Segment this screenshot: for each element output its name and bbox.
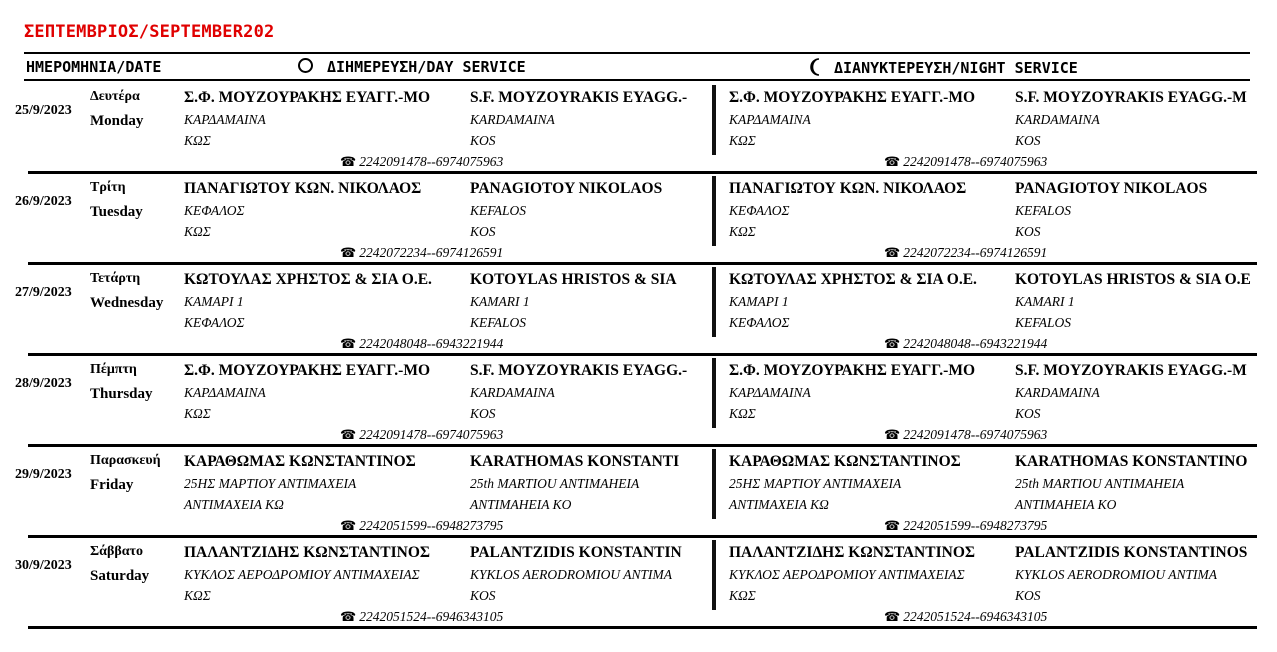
- phone-icon: ☎: [340, 518, 357, 533]
- night-address-en-2: KOS: [1015, 406, 1041, 421]
- night-phone: [884, 518, 1047, 534]
- night-phone-number: 2242091478--6974075963: [903, 154, 1048, 169]
- day-address-gr-1: ΚΑΜΑΡΙ 1: [184, 294, 244, 309]
- row-weekday-en: Wednesday: [90, 295, 164, 311]
- row-weekday-gr: Παρασκευή: [90, 453, 161, 468]
- column-divider: [712, 267, 716, 337]
- column-divider: [712, 358, 716, 428]
- day-pharmacy-name-gr: ΚΩΤΟΥΛΑΣ ΧΡΗΣΤΟΣ & ΣΙΑ Ο.Ε.: [184, 271, 432, 288]
- night-phone: [884, 154, 1047, 170]
- row-weekday-gr: Τετάρτη: [90, 271, 141, 286]
- phone-icon: ☎: [340, 245, 357, 260]
- row-separator: [28, 626, 1257, 629]
- night-address-en-1: 25th MARTIOU ANTIMAHEIA: [1015, 476, 1185, 491]
- night-phone-number: 2242091478--6974075963: [903, 427, 1048, 442]
- row-date: 27/9/2023: [15, 285, 72, 300]
- row-weekday-en: Monday: [90, 113, 144, 129]
- day-phone-number: 2242091478--6974075963: [359, 154, 504, 169]
- night-address-en-2: KOS: [1015, 224, 1041, 239]
- day-address-gr-2: ΑΝΤΙΜΑΧΕΙΑ ΚΩ: [184, 497, 284, 512]
- phone-icon: ☎: [340, 427, 357, 442]
- schedule-row: [0, 447, 1277, 538]
- night-pharmacy-name-en: KARATHOMAS KONSTANTINO: [1015, 453, 1248, 470]
- day-address-en-1: 25th MARTIOU ANTIMAHEIA: [470, 476, 640, 491]
- day-phone: [340, 245, 503, 261]
- row-weekday-gr: Δευτέρα: [90, 89, 140, 104]
- night-address-gr-2: ΚΩΣ: [729, 406, 756, 421]
- night-address-gr-2: ΚΩΣ: [729, 588, 756, 603]
- row-weekday-en: Thursday: [90, 386, 153, 402]
- row-date: 29/9/2023: [15, 467, 72, 482]
- night-phone: [884, 609, 1047, 625]
- day-address-en-2: ANTIMAHEIA KO: [470, 497, 572, 512]
- phone-icon: ☎: [884, 245, 901, 260]
- night-pharmacy-name-gr: ΠΑΛΑΝΤΖΙΔΗΣ ΚΩΝΣΤΑΝΤΙΝΟΣ: [729, 544, 976, 561]
- header-date: ΗΜΕΡΟΜΗΝΙΑ/DATE: [26, 58, 162, 76]
- row-weekday-en: Saturday: [90, 568, 150, 584]
- day-pharmacy-name-gr: ΚΑΡΑΘΩΜΑΣ ΚΩΝΣΤΑΝΤΙΝΟΣ: [184, 453, 416, 470]
- day-pharmacy-name-gr: ΠΑΝΑΓΙΩΤΟΥ ΚΩΝ. ΝΙΚΟΛΑΟΣ: [184, 180, 422, 197]
- day-address-en-1: KEFALOS: [470, 203, 527, 218]
- night-phone: [884, 427, 1047, 443]
- day-address-gr-1: 25ΗΣ ΜΑΡΤΙΟΥ ΑΝΤΙΜΑΧΕΙΑ: [184, 476, 357, 491]
- phone-icon: ☎: [884, 609, 901, 624]
- day-address-en-1: KAMARI 1: [470, 294, 530, 309]
- day-address-en-1: KARDAMAINA: [470, 385, 555, 400]
- column-divider: [712, 85, 716, 155]
- day-phone-number: 2242091478--6974075963: [359, 427, 504, 442]
- night-address-en-1: KAMARI 1: [1015, 294, 1075, 309]
- day-address-en-1: KYKLOS AERODROMIOU ANTIMA: [470, 567, 673, 582]
- phone-icon: ☎: [884, 427, 901, 442]
- night-address-gr-1: ΚΕΦΑΛΟΣ: [729, 203, 790, 218]
- row-weekday-en: Friday: [90, 477, 134, 493]
- night-address-gr-1: ΚΑΡΔΑΜΑΙΝΑ: [729, 385, 811, 400]
- night-pharmacy-name-en: S.F. MOYZOYRAKIS EYAGG.-M: [1015, 89, 1247, 106]
- schedule-row: [0, 538, 1277, 629]
- day-address-en-2: KEFALOS: [470, 315, 527, 330]
- night-pharmacy-name-gr: Σ.Φ. ΜΟΥΖΟΥΡΑΚΗΣ ΕΥΑΓΓ.-ΜΟ: [729, 362, 976, 379]
- night-address-gr-1: 25ΗΣ ΜΑΡΤΙΟΥ ΑΝΤΙΜΑΧΕΙΑ: [729, 476, 902, 491]
- day-pharmacy-name-en: S.F. MOYZOYRAKIS EYAGG.-: [470, 89, 688, 106]
- night-address-en-1: KYKLOS AERODROMIOU ANTIMA: [1015, 567, 1218, 582]
- night-phone: [884, 336, 1047, 352]
- moon-icon: [808, 58, 824, 76]
- day-phone-number: 2242051599--6948273795: [359, 518, 504, 533]
- row-date: 26/9/2023: [15, 194, 72, 209]
- day-phone: [340, 154, 503, 170]
- phone-icon: ☎: [340, 609, 357, 624]
- row-weekday-gr: Πέμπτη: [90, 362, 137, 377]
- day-phone-number: 2242048048--6943221944: [359, 336, 504, 351]
- night-address-en-1: KARDAMAINA: [1015, 112, 1100, 127]
- night-address-en-2: KEFALOS: [1015, 315, 1072, 330]
- row-weekday-gr: Σάββατο: [90, 544, 143, 559]
- schedule-row: [0, 83, 1277, 174]
- night-address-gr-2: ΑΝΤΙΜΑΧΕΙΑ ΚΩ: [729, 497, 829, 512]
- day-address-gr-2: ΚΩΣ: [184, 406, 211, 421]
- header-day-service-label: ΔΙΗΜΕΡΕΥΣΗ/DAY SERVICE: [327, 58, 526, 76]
- day-phone: [340, 609, 503, 625]
- day-pharmacy-name-en: S.F. MOYZOYRAKIS EYAGG.-: [470, 362, 688, 379]
- night-phone-number: 2242048048--6943221944: [903, 336, 1048, 351]
- night-address-en-2: KOS: [1015, 588, 1041, 603]
- day-phone: [340, 427, 503, 443]
- day-address-gr-2: ΚΕΦΑΛΟΣ: [184, 315, 245, 330]
- row-weekday-gr: Τρίτη: [90, 180, 126, 195]
- column-divider: [712, 176, 716, 246]
- day-address-en-2: KOS: [470, 133, 496, 148]
- day-address-en-2: KOS: [470, 406, 496, 421]
- night-address-en-2: KOS: [1015, 133, 1041, 148]
- day-pharmacy-name-en: PANAGIOTOY NIKOLAOS: [470, 180, 663, 197]
- night-address-en-1: KARDAMAINA: [1015, 385, 1100, 400]
- day-phone: [340, 336, 503, 352]
- night-pharmacy-name-gr: Σ.Φ. ΜΟΥΖΟΥΡΑΚΗΣ ΕΥΑΓΓ.-ΜΟ: [729, 89, 976, 106]
- phone-icon: ☎: [884, 154, 901, 169]
- day-address-en-2: KOS: [470, 224, 496, 239]
- day-pharmacy-name-gr: Σ.Φ. ΜΟΥΖΟΥΡΑΚΗΣ ΕΥΑΓΓ.-ΜΟ: [184, 89, 431, 106]
- night-pharmacy-name-en: S.F. MOYZOYRAKIS EYAGG.-M: [1015, 362, 1247, 379]
- day-pharmacy-name-en: KOTOYLAS HRISTOS & SIA: [470, 271, 677, 288]
- day-address-en-1: KARDAMAINA: [470, 112, 555, 127]
- day-address-gr-1: ΚΕΦΑΛΟΣ: [184, 203, 245, 218]
- day-phone-number: 2242051524--6946343105: [359, 609, 504, 624]
- night-phone: [884, 245, 1047, 261]
- night-pharmacy-name-gr: ΚΩΤΟΥΛΑΣ ΧΡΗΣΤΟΣ & ΣΙΑ Ο.Ε.: [729, 271, 977, 288]
- night-address-gr-2: ΚΩΣ: [729, 224, 756, 239]
- night-address-gr-1: ΚΑΡΔΑΜΑΙΝΑ: [729, 112, 811, 127]
- night-address-en-1: KEFALOS: [1015, 203, 1072, 218]
- day-address-gr-2: ΚΩΣ: [184, 133, 211, 148]
- night-phone-number: 2242051599--6948273795: [903, 518, 1048, 533]
- night-pharmacy-name-en: KOTOYLAS HRISTOS & SIA O.E: [1015, 271, 1251, 288]
- day-phone: [340, 518, 503, 534]
- phone-icon: ☎: [340, 336, 357, 351]
- night-pharmacy-name-gr: ΠΑΝΑΓΙΩΤΟΥ ΚΩΝ. ΝΙΚΟΛΑΟΣ: [729, 180, 967, 197]
- row-date: 25/9/2023: [15, 103, 72, 118]
- day-pharmacy-name-gr: Σ.Φ. ΜΟΥΖΟΥΡΑΚΗΣ ΕΥΑΓΓ.-ΜΟ: [184, 362, 431, 379]
- day-address-gr-1: ΚΥΚΛΟΣ ΑΕΡΟΔΡΟΜΙΟΥ ΑΝΤΙΜΑΧΕΙΑΣ: [184, 567, 420, 582]
- schedule-row: [0, 356, 1277, 447]
- day-address-gr-2: ΚΩΣ: [184, 588, 211, 603]
- phone-icon: ☎: [884, 518, 901, 533]
- header-night-service-label: ΔΙΑΝΥΚΤΕΡΕΥΣΗ/NIGHT SERVICE: [834, 59, 1078, 77]
- night-pharmacy-name-gr: ΚΑΡΑΘΩΜΑΣ ΚΩΝΣΤΑΝΤΙΝΟΣ: [729, 453, 961, 470]
- night-address-gr-1: ΚΑΜΑΡΙ 1: [729, 294, 789, 309]
- night-pharmacy-name-en: PALANTZIDIS KONSTANTINOS: [1015, 544, 1248, 561]
- day-pharmacy-name-en: PALANTZIDIS KONSTANTIN: [470, 544, 682, 561]
- night-address-gr-2: ΚΕΦΑΛΟΣ: [729, 315, 790, 330]
- night-address-en-2: ANTIMAHEIA KO: [1015, 497, 1117, 512]
- day-pharmacy-name-gr: ΠΑΛΑΝΤΖΙΔΗΣ ΚΩΝΣΤΑΝΤΙΝΟΣ: [184, 544, 431, 561]
- day-address-gr-1: ΚΑΡΔΑΜΑΙΝΑ: [184, 112, 266, 127]
- header-top-rule: [24, 52, 1250, 54]
- night-phone-number: 2242072234--6974126591: [903, 245, 1048, 260]
- night-address-gr-1: ΚΥΚΛΟΣ ΑΕΡΟΔΡΟΜΙΟΥ ΑΝΤΙΜΑΧΕΙΑΣ: [729, 567, 965, 582]
- day-pharmacy-name-en: KARATHOMAS KONSTANTI: [470, 453, 680, 470]
- day-phone-number: 2242072234--6974126591: [359, 245, 504, 260]
- header-night-service: [808, 58, 1078, 77]
- header-bottom-rule: [24, 79, 1250, 81]
- row-date: 28/9/2023: [15, 376, 72, 391]
- day-address-gr-1: ΚΑΡΔΑΜΑΙΝΑ: [184, 385, 266, 400]
- phone-icon: ☎: [340, 154, 357, 169]
- phone-icon: ☎: [884, 336, 901, 351]
- sun-icon: [298, 58, 313, 73]
- header-day-service: [298, 58, 526, 76]
- day-address-en-2: KOS: [470, 588, 496, 603]
- row-date: 30/9/2023: [15, 558, 72, 573]
- day-address-gr-2: ΚΩΣ: [184, 224, 211, 239]
- night-pharmacy-name-en: PANAGIOTOY NIKOLAOS: [1015, 180, 1208, 197]
- night-address-gr-2: ΚΩΣ: [729, 133, 756, 148]
- column-divider: [712, 540, 716, 610]
- column-divider: [712, 449, 716, 519]
- schedule-row: [0, 174, 1277, 265]
- schedule-row: [0, 265, 1277, 356]
- night-phone-number: 2242051524--6946343105: [903, 609, 1048, 624]
- row-weekday-en: Tuesday: [90, 204, 143, 220]
- page-title: ΣΕΠΤΕΜΒΡΙΟΣ/SEPTEMBER202: [24, 22, 275, 42]
